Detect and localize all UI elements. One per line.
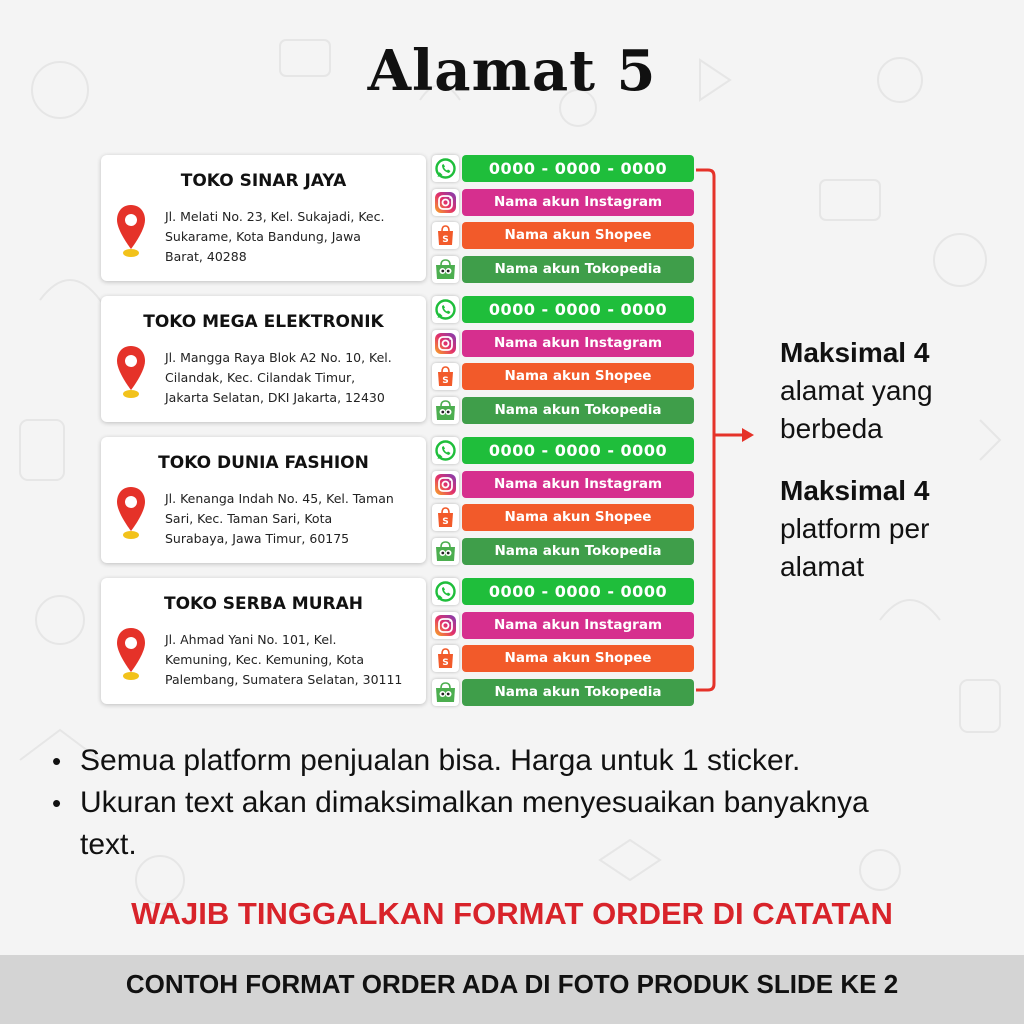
address-line: Palembang, Sumatera Selatan, 30111 [165, 672, 403, 687]
platform-label: Nama akun Tokopedia [462, 538, 694, 565]
footer-band [0, 955, 1024, 1024]
side-info-bold: Maksimal 4 [780, 475, 930, 506]
platform-row [432, 612, 694, 640]
svg-text:S: S [442, 658, 449, 668]
address-line: Sukarame, Kota Bandung, Jawa [165, 229, 361, 244]
note-item [52, 782, 972, 866]
platform-row [432, 296, 694, 324]
platform-label: Nama akun Tokopedia [462, 397, 694, 424]
address-line: Surabaya, Jawa Timur, 60175 [165, 531, 350, 546]
platform-label: Nama akun Tokopedia [462, 679, 694, 706]
svg-text:S: S [442, 235, 449, 245]
tokopedia-icon [432, 256, 459, 283]
whatsapp-icon [432, 155, 459, 182]
location-pin-icon [115, 344, 147, 400]
platform-row [432, 363, 694, 391]
platform-row [432, 578, 694, 606]
side-info-bold: Maksimal 4 [780, 337, 930, 368]
page-title: Alamat 5 [367, 38, 657, 104]
svg-text:S: S [442, 517, 449, 527]
bracket-arrow [690, 160, 770, 700]
platform-label: 0000 - 0000 - 0000 [462, 437, 694, 464]
shopee-icon [432, 222, 459, 249]
tokopedia-icon [432, 538, 459, 565]
whatsapp-icon [432, 296, 459, 323]
notes-list [52, 740, 972, 866]
instagram-icon [432, 189, 459, 216]
platform-label: Nama akun Shopee [462, 645, 694, 672]
footer-text: CONTOH FORMAT ORDER ADA DI FOTO PRODUK SLIDE KE 2 [125, 969, 899, 999]
platform-label: 0000 - 0000 - 0000 [462, 578, 694, 605]
store-address [165, 489, 421, 549]
address-line: Barat, 40288 [165, 249, 247, 264]
shopee-icon [432, 645, 459, 672]
address-line: Kemuning, Kec. Kemuning, Kota [165, 652, 364, 667]
note-item [52, 740, 972, 782]
store-address [165, 630, 421, 690]
store-card-2 [101, 296, 426, 422]
store-name: TOKO DUNIA FASHION [158, 453, 369, 473]
platform-row [432, 645, 694, 673]
side-info-addresses [780, 334, 1010, 448]
instagram-icon [432, 330, 459, 357]
platform-label: 0000 - 0000 - 0000 [462, 296, 694, 323]
store-card-3 [101, 437, 426, 563]
address-line: Jl. Ahmad Yani No. 101, Kel. [165, 632, 337, 647]
store-card-1 [101, 155, 426, 281]
platform-row [432, 437, 694, 465]
address-line: Jl. Melati No. 23, Kel. Sukajadi, Kec. [165, 209, 385, 224]
store-address [165, 348, 421, 408]
shopee-icon [432, 504, 459, 531]
platform-row [432, 679, 694, 707]
tokopedia-icon [432, 679, 459, 706]
shopee-icon [432, 363, 459, 390]
location-pin-icon [115, 626, 147, 682]
side-info-line: berbeda [780, 413, 883, 444]
address-line: Cilandak, Kec. Cilandak Timur, [165, 370, 356, 385]
side-info-line: alamat [780, 551, 865, 582]
instagram-icon [432, 612, 459, 639]
platform-label: Nama akun Instagram [462, 189, 694, 216]
platform-row [432, 397, 694, 425]
instagram-icon [432, 471, 459, 498]
store-address [165, 207, 421, 267]
platform-label: Nama akun Shopee [462, 222, 694, 249]
platform-row [432, 330, 694, 358]
address-line: Jl. Mangga Raya Blok A2 No. 10, Kel. [165, 350, 392, 365]
platform-row [432, 538, 694, 566]
side-info-line: alamat yang [780, 375, 933, 406]
address-line: Jl. Kenanga Indah No. 45, Kel. Taman [165, 491, 394, 506]
platform-row [432, 222, 694, 250]
location-pin-icon [115, 485, 147, 541]
platform-label: Nama akun Instagram [462, 612, 694, 639]
platform-label: Nama akun Tokopedia [462, 256, 694, 283]
platform-row [432, 189, 694, 217]
whatsapp-icon [432, 578, 459, 605]
platform-row [432, 155, 694, 183]
store-card-4 [101, 578, 426, 704]
platform-label: Nama akun Instagram [462, 330, 694, 357]
platform-label: Nama akun Instagram [462, 471, 694, 498]
store-name: TOKO MEGA ELEKTRONIK [143, 312, 384, 332]
warning-text: WAJIB TINGGALKAN FORMAT ORDER DI CATATAN [131, 896, 893, 931]
platform-row [432, 256, 694, 284]
side-info-platforms [780, 472, 1010, 586]
store-name: TOKO SERBA MURAH [163, 594, 363, 614]
store-name: TOKO SINAR JAYA [180, 171, 347, 191]
tokopedia-icon [432, 397, 459, 424]
platform-row [432, 504, 694, 532]
address-line: Jakarta Selatan, DKI Jakarta, 12430 [165, 390, 385, 405]
platform-label: Nama akun Shopee [462, 363, 694, 390]
address-line: Sari, Kec. Taman Sari, Kota [165, 511, 333, 526]
platform-row [432, 471, 694, 499]
platform-label: 0000 - 0000 - 0000 [462, 155, 694, 182]
whatsapp-icon [432, 437, 459, 464]
platform-label: Nama akun Shopee [462, 504, 694, 531]
note-line: • Semua platform penjualan bisa. Harga untuk 1 sticker. [80, 744, 801, 777]
side-info-line: platform per [780, 513, 930, 544]
note-line: • Ukuran text akan dimaksimalkan menyesuaikan banyaknya [80, 786, 869, 819]
note-line: text. [80, 828, 137, 861]
location-pin-icon [115, 203, 147, 259]
svg-text:S: S [442, 376, 449, 386]
